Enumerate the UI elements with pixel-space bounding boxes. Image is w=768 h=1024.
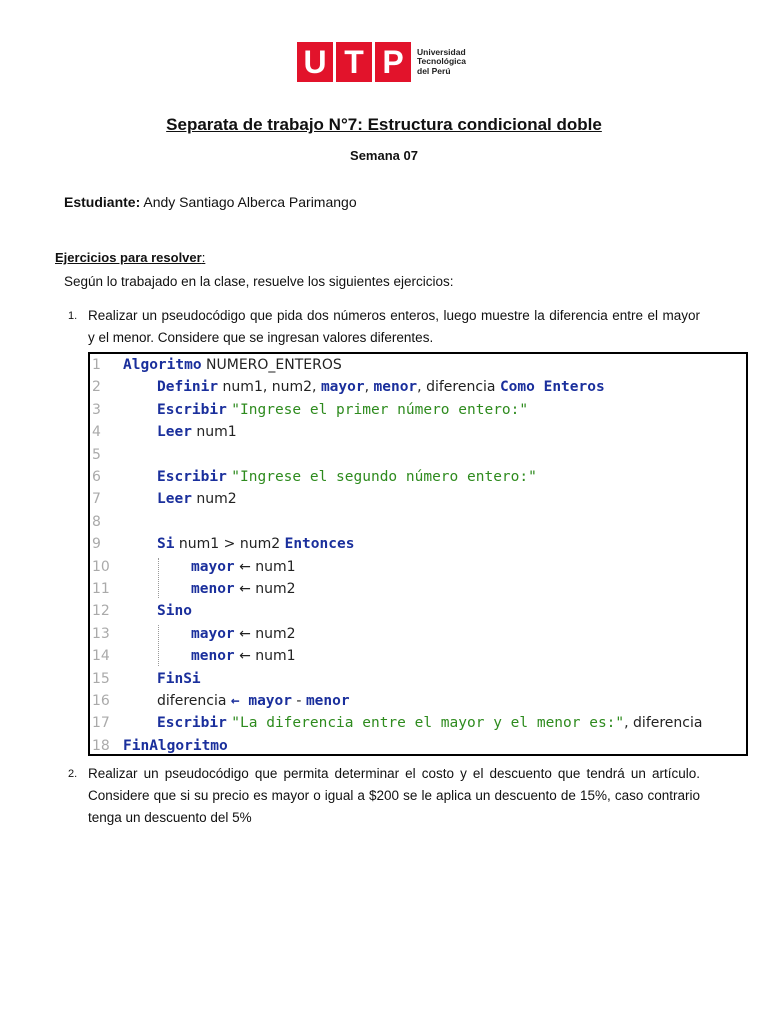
logo-letter-t: T [336,42,372,82]
line-number: 16 [92,693,110,709]
code-text: ← num2 [234,625,296,642]
logo-text-line: Tecnológica [417,56,466,67]
code-line [90,600,746,622]
code-line [90,376,746,398]
code-line [90,668,746,690]
code-content [157,421,237,443]
code-content [123,354,342,376]
code-line [90,444,746,466]
code-text: num1 > num2 [174,536,285,553]
code-keyword: menor [373,379,418,396]
code-line [90,735,746,757]
code-line [90,511,746,533]
code-line [90,645,746,667]
logo-letter-p: P [375,42,411,82]
logo-letters [297,42,411,82]
line-number: 15 [92,670,110,687]
pseudocode-block [88,352,748,756]
code-text: diferencia [157,693,231,709]
code-content [157,533,354,555]
code-keyword: Escribir [157,715,227,732]
code-content [157,376,605,398]
code-line [90,712,746,734]
code-line [90,466,746,488]
code-text: ← num1 [234,648,296,665]
code-content [191,623,296,645]
code-keyword: Sino [157,603,192,620]
code-line [90,488,746,510]
line-number: 14 [92,648,110,665]
code-keyword: mayor [191,625,235,642]
code-keyword: menor [191,648,235,665]
utp-logo [297,42,466,82]
exercise-item-1 [68,305,700,349]
code-line [90,690,746,712]
code-keyword: Escribir [157,401,227,418]
line-number: 12 [92,603,110,620]
code-content [191,556,296,578]
code-content [123,735,228,757]
code-keyword: menor [305,693,350,709]
code-text: num1, num2, [218,379,321,396]
code-keyword: Si [157,536,175,553]
code-keyword: mayor [191,558,235,575]
intro-text: Según lo trabajado en la clase, resuelve los siguientes ejercicios: [64,274,454,289]
code-keyword: Algoritmo [123,357,202,373]
code-line [90,399,746,421]
code-text: ← num1 [234,558,296,575]
line-number: 13 [92,625,110,642]
line-number: 17 [92,715,110,732]
code-keyword: menor [191,581,235,597]
exercise-number: 1. [68,310,78,322]
code-text: num1 [191,424,237,441]
code-content [191,645,296,667]
line-number: 3 [92,401,101,418]
code-keyword: Entonces [284,536,355,553]
code-text: - [291,693,306,709]
code-keyword: Definir [157,379,219,396]
code-content [157,668,201,690]
code-keyword: Leer [157,424,192,441]
line-number: 1 [92,357,101,373]
code-line [90,354,746,376]
code-text: num2 [191,491,237,508]
code-content [157,712,702,734]
code-text: NUMERO_ENTEROS [201,357,342,373]
code-keyword: Escribir [157,469,227,485]
code-keyword: ← mayor [230,693,292,709]
code-keyword: Como Enteros [499,379,605,396]
line-number: 7 [92,491,101,508]
code-string: "La diferencia entre el mayor y el menor es:" [231,715,625,732]
line-number: 2 [92,379,101,396]
section-title: Ejercicios para resolver [55,250,202,265]
exercise-number: 2. [68,768,78,780]
line-number: 18 [92,737,110,754]
code-keyword: Leer [157,491,192,508]
student-name: Andy Santiago Alberca Parimango [143,194,357,210]
logo-wordmark [417,48,466,77]
code-line [90,623,746,645]
document-subtitle: Semana 07 [350,148,418,163]
line-number: 11 [92,581,110,597]
code-content [157,466,537,488]
code-string: "Ingrese el segundo número entero:" [231,469,537,485]
code-keyword: FinAlgoritmo [123,737,228,754]
code-content [191,578,296,600]
code-keyword: FinSi [157,670,201,687]
document-title: Separata de trabajo N°7: Estructura condicional doble [166,115,602,134]
code-line [90,556,746,578]
code-content [157,399,528,421]
code-text: ← num2 [234,581,296,597]
line-number: 6 [92,469,101,485]
exercise-text: Realizar un pseudocódigo que permita determinar el costo y el descuento que tendrá un artículo. Considere que si su precio es mayor o igual a $200 se le aplica un descuento de 15%, caso contrario tenga un descuento del 5% [88,766,700,825]
code-string: "Ingrese el primer número entero:" [231,401,529,418]
section-colon: : [201,250,206,265]
line-number: 4 [92,424,101,441]
code-text: , diferencia [624,715,703,732]
code-content [157,600,192,622]
logo-text-line: Universidad [417,46,466,57]
code-content [157,690,350,712]
student-label: Estudiante: [64,194,141,210]
code-text: , diferencia [417,379,500,396]
line-number: 8 [92,513,101,530]
exercise-item-2 [68,763,700,829]
code-line [90,533,746,555]
section-heading [55,250,205,265]
line-number: 10 [92,558,110,575]
code-content [157,488,237,510]
code-line [90,421,746,443]
code-text: , [364,379,374,396]
logo-text-line: del Perú [417,65,451,76]
exercise-text: Realizar un pseudocódigo que pida dos números enteros, luego muestre la diferencia entre el mayor y el menor. Considere que se ingresan valores diferentes. [88,308,700,345]
indent-guide [158,558,159,599]
code-line [90,578,746,600]
student-line [64,194,357,210]
code-keyword: mayor [320,379,365,396]
indent-guide [158,625,159,666]
line-number: 5 [92,446,101,463]
logo-letter-u: U [297,42,333,82]
line-number: 9 [92,536,101,553]
